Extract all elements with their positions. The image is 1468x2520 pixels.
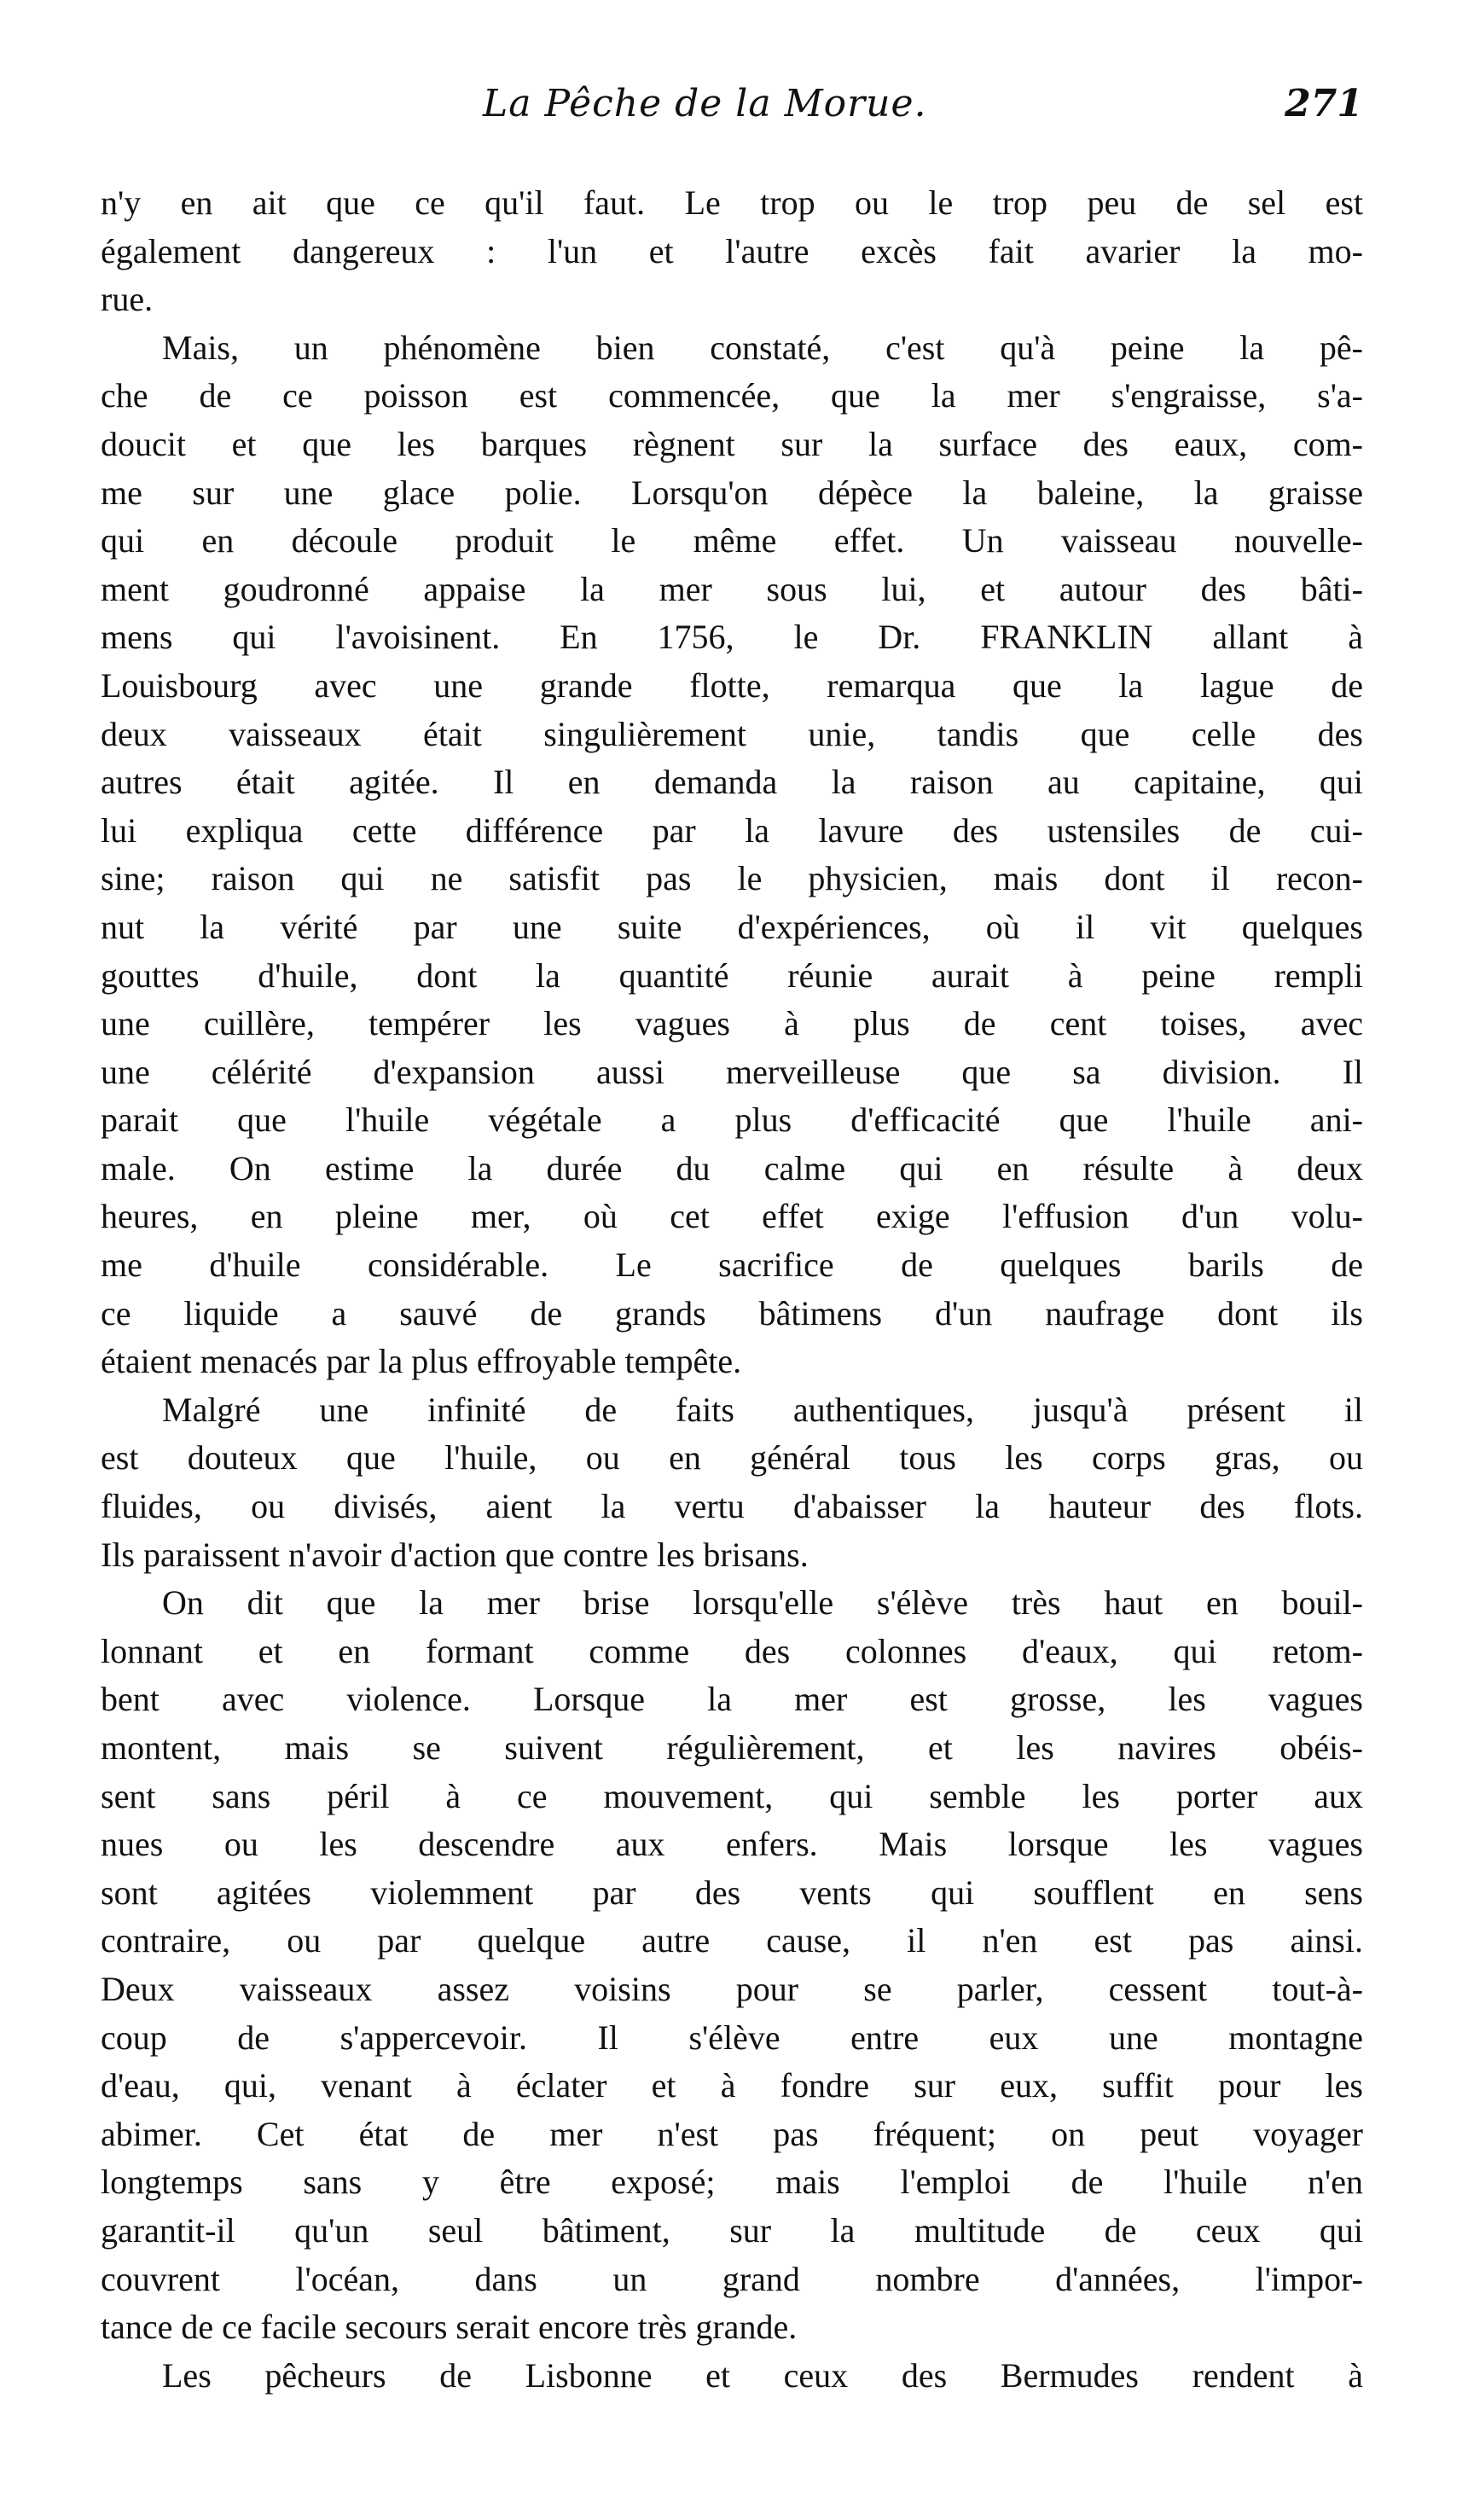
text-line: autres était agitée. Il en demanda la raison au capitaine, qui — [101, 763, 1363, 802]
text-line: qui en découle produit le même effet. Un vaisseau nouvelle- — [101, 521, 1363, 560]
running-title: La Pêche de la Morue. — [483, 82, 927, 125]
text-line: Mais, un phénomène bien constaté, c'est qu'à peine la pê- — [162, 328, 1363, 367]
text-line: longtemps sans y être exposé; mais l'emploi de l'huile n'en — [101, 2163, 1363, 2202]
text-line: parait que l'huile végétale a plus d'efficacité que l'huile ani- — [101, 1100, 1363, 1140]
text-line: me d'huile considérable. Le sacrifice de quelques barils de — [101, 1245, 1363, 1285]
text-line: male. On estime la durée du calme qui en résulte à deux — [101, 1148, 1363, 1187]
text-line: couvrent l'océan, dans un grand nombre d'années, l'impor- — [101, 2259, 1363, 2298]
text-line: fluides, ou divisés, aient la vertu d'abaisser la hauteur des flots. — [101, 1487, 1363, 1526]
text-line: montent, mais se suivent régulièrement, et les navires obéis- — [101, 1728, 1363, 1767]
text-line: ce liquide a sauvé de grands bâtimens d'un naufrage dont ils — [101, 1293, 1363, 1333]
text-line: me sur une glace polie. Lorsqu'on dépèce la baleine, la graisse — [101, 473, 1363, 512]
text-line: On dit que la mer brise lorsqu'elle s'élève très haut en bouil- — [162, 1583, 1363, 1623]
text-line: nut la vérité par une suite d'expériences, où il vit quelques — [101, 907, 1363, 946]
text-line: mens qui l'avoisinent. En 1756, le Dr. FRANKLIN allant à — [101, 618, 1363, 657]
text-line: che de ce poisson est commencée, que la mer s'engraisse, s'a- — [101, 376, 1363, 415]
text-line: heures, en pleine mer, où cet effet exige l'effusion d'un volu- — [101, 1197, 1363, 1236]
text-line: Deux vaisseaux assez voisins pour se parler, cessent tout-à- — [101, 1969, 1363, 2008]
text-line: une cuillère, tempérer les vagues à plus de cent toises, avec — [101, 1004, 1363, 1043]
text-line: n'y en ait que ce qu'il faut. Le trop ou le trop peu de sel est — [101, 183, 1363, 222]
text-line: tance de ce facile secours serait encore très grande. — [101, 2308, 798, 2347]
text-line: nues ou les descendre aux enfers. Mais lorsque les vagues — [101, 1825, 1363, 1864]
text-line: est douteux que l'huile, ou en général tous les corps gras, ou — [101, 1438, 1363, 1478]
page-number: 271 — [1285, 82, 1363, 125]
text-line: garantit-il qu'un seul bâtiment, sur la multitude de ceux qui — [101, 2210, 1363, 2250]
text-line: Ils paraissent n'avoir d'action que contre les brisans. — [101, 1535, 809, 1574]
text-line: bent avec violence. Lorsque la mer est grosse, les vagues — [101, 1680, 1363, 1719]
text-line: une célérité d'expansion aussi merveilleuse que sa division. Il — [101, 1052, 1363, 1091]
text-line: Malgré une infinité de faits authentiques, jusqu'à présent il — [162, 1390, 1363, 1429]
text-line: également dangereux : l'un et l'autre excès fait avarier la mo- — [101, 231, 1363, 270]
text-line: étaient menacés par la plus effroyable tempête. — [101, 1342, 742, 1381]
text-line: coup de s'appercevoir. Il s'élève entre eux une montagne — [101, 2018, 1363, 2057]
text-line: gouttes d'huile, dont la quantité réunie aurait à peine rempli — [101, 955, 1363, 995]
text-line: contraire, ou par quelque autre cause, il n'en est pas ainsi. — [101, 1921, 1363, 1960]
text-line: abimer. Cet état de mer n'est pas fréquent; on peut voyager — [101, 2114, 1363, 2153]
text-line: sent sans péril à ce mouvement, qui semble les porter aux — [101, 1776, 1363, 1815]
text-line: doucit et que les barques règnent sur la surface des eaux, com- — [101, 424, 1363, 463]
page-header — [101, 82, 1363, 142]
text-line: lui expliqua cette différence par la lavure des ustensiles de cui- — [101, 810, 1363, 850]
text-line: Les pêcheurs de Lisbonne et ceux des Bermudes rendent à — [162, 2355, 1363, 2395]
text-line: deux vaisseaux était singulièrement unie, tandis que celle des — [101, 714, 1363, 753]
text-line: lonnant et en formant comme des colonnes d'eaux, qui retom- — [101, 1631, 1363, 1670]
text-line: sine; raison qui ne satisfit pas le physicien, mais dont il recon- — [101, 859, 1363, 898]
text-line: d'eau, qui, venant à éclater et à fondre sur eux, suffit pour les — [101, 2066, 1363, 2105]
text-line: Louisbourg avec une grande flotte, remarqua que la lague de — [101, 665, 1363, 705]
text-line: rue. — [101, 280, 154, 319]
text-line: sont agitées violemment par des vents qui soufflent en sens — [101, 1873, 1363, 1912]
text-line: ment goudronné appaise la mer sous lui, et autour des bâti- — [101, 569, 1363, 608]
body-text — [101, 179, 1363, 2400]
